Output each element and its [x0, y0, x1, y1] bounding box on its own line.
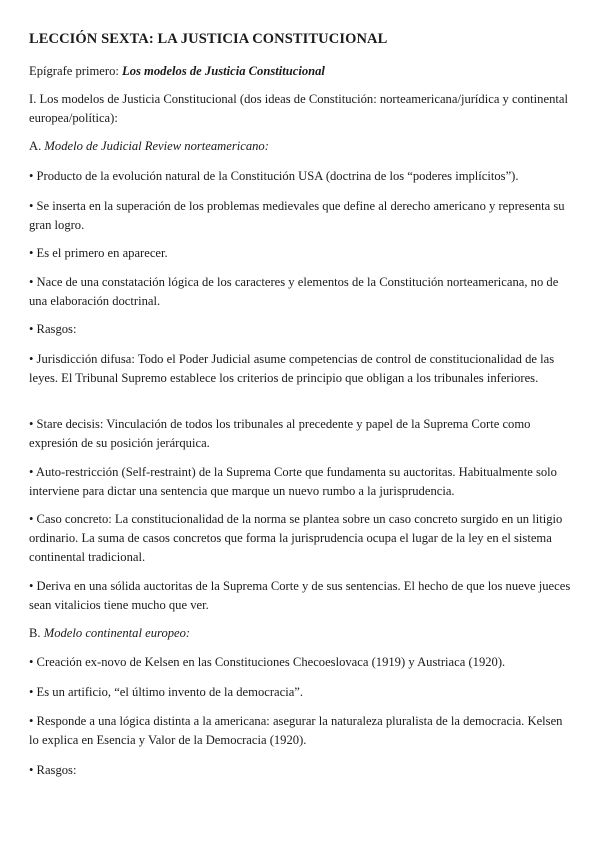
subsection-b-emphasis: Modelo continental europeo: — [43, 626, 191, 640]
list-item: • Producto de la evolución natural de la Constitución USA (doctrina de los “poderes implícitos”). — [29, 169, 519, 183]
list-item: • Creación ex-novo de Kelsen en las Constituciones Checoeslovaca (1919) y Austriaca (1920). — [29, 655, 506, 669]
section-i-heading: I. Los modelos de Justicia Constitucional (dos ideas de Constitución: norteamericana/jurídica y continental europea/política): — [29, 92, 568, 125]
lesson-title: LECCIÓN SEXTA: LA JUSTICIA CONSTITUCIONAL — [29, 31, 388, 47]
list-item: • Responde a una lógica distinta a la americana: asegurar la naturaleza pluralista de la democracia. Kelsen lo explica en Esencia y Valor de la Democracia (1920). — [29, 714, 563, 747]
list-item: • Rasgos: — [29, 322, 77, 336]
list-item: • Es un artificio, “el último invento de la democracia”. — [29, 685, 304, 699]
list-item: • Caso concreto: La constitucionalidad de la norma se plantea sobre un caso concreto surgido en un litigio ordinario. La suma de casos concretos que forma la jurisprudencia ocupa el lugar de la ley en el sistema continental tradicional. — [29, 512, 563, 564]
list-item: • Stare decisis: Vinculación de todos los tribunales al precedente y papel de la Suprema Corte como expresión de su posición jerárquica. — [29, 417, 531, 450]
list-item: • Es el primero en aparecer. — [29, 246, 168, 260]
epigraph-emphasis: Los modelos de Justicia Constitucional — [122, 64, 325, 78]
list-item: • Se inserta en la superación de los problemas medievales que define al derecho americano y representa su gran logro. — [29, 199, 565, 232]
subsection-a-heading — [29, 137, 574, 156]
list-item: • Deriva en una sólida auctoritas de la Suprema Corte y de sus sentencias. El hecho de que los nueve jueces sean vitalicios tiene mucho que ver. — [29, 579, 571, 612]
subsection-a-emphasis: Modelo de Judicial Review norteamericano: — [44, 139, 269, 153]
list-item: • Auto-restricción (Self-restraint) de la Suprema Corte que fundamenta su auctoritas. Habitualmente solo interviene para dictar una sentencia que marque un nuevo rumbo a la jurisprudencia. — [29, 465, 557, 498]
list-item: • Nace de una constatación lógica de los caracteres y elementos de la Constitución norteamericana, no de una elaboración doctrinal. — [29, 275, 559, 308]
list-item: • Jurisdicción difusa: Todo el Poder Judicial asume competencias de control de constitucionalidad de las leyes. El Tribunal Supremo establece los criterios de principio que obligan a los tribunales inferiores. — [29, 352, 555, 385]
subsection-a-prefix: A. — [29, 139, 45, 153]
list-item: • Rasgos: — [29, 763, 77, 777]
subsection-b-heading — [29, 624, 574, 643]
epigraph-line — [29, 62, 574, 81]
epigraph-label: Epígrafe primero: — [29, 64, 123, 78]
subsection-b-prefix: B. — [29, 626, 44, 640]
